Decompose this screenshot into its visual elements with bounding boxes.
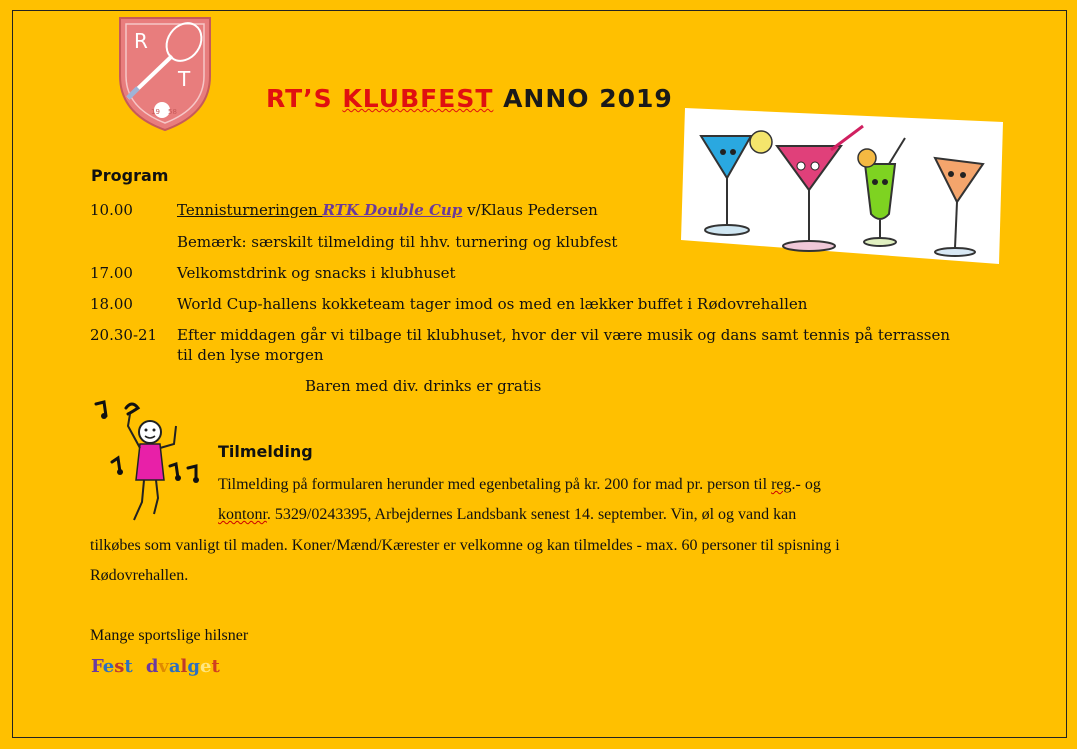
signature-letter: t: [211, 656, 220, 677]
svg-text:58: 58: [168, 108, 177, 116]
program-time-4: 20.30-21: [90, 326, 158, 344]
signature-letter: a: [168, 656, 181, 677]
signature-letter: t: [124, 656, 133, 677]
title-part-2: KLUBFEST: [342, 84, 494, 113]
dancing-figure-illustration: [92, 398, 210, 528]
signature-festudvalget: [91, 656, 220, 677]
program-heading: Program: [91, 166, 169, 185]
program-time-2: 17.00: [90, 264, 133, 282]
signature-letter: g: [187, 656, 200, 677]
signature-letter: u: [132, 656, 146, 677]
page-title: [266, 84, 673, 113]
program-item-2: Velkomstdrink og snacks i klubhuset: [177, 264, 456, 282]
program-item-4-cont: til den lyse morgen: [177, 346, 324, 364]
club-logo: [114, 14, 216, 134]
program-note: Bemærk: særskilt tilmelding til hhv. turnering og klubfest: [177, 233, 618, 251]
logo-letter-t: T: [178, 67, 191, 91]
program-item-1-text: Tennisturneringen: [177, 201, 323, 219]
program-item-4: Efter middagen går vi tilbage til klubhuset, hvor der vil være musik og dans samt tennis på terrassen: [177, 326, 950, 344]
cocktails-illustration: [681, 108, 1003, 264]
title-part-1: RT’S: [266, 84, 343, 113]
signature-letter: e: [102, 656, 115, 677]
signup-heading: Tilmelding: [218, 442, 313, 461]
signature-letter: F: [91, 656, 103, 677]
signature-letter: l: [180, 656, 188, 677]
signup-line-2: kontonr. 5329/0243395, Arbejdernes Landsbank senest 14. september. Vin, øl og vand kan: [218, 506, 797, 523]
program-time-3: 18.00: [90, 295, 133, 313]
program-item-1: [177, 201, 598, 219]
svg-text:19: 19: [151, 108, 160, 116]
program-item-1-host: v/Klaus Pedersen: [462, 201, 598, 219]
signature-letter: s: [114, 656, 125, 677]
title-part-3: ANNO 2019: [493, 84, 673, 113]
program-item-1-event: RTK Double Cup: [322, 201, 463, 219]
logo-letter-r: R: [134, 29, 148, 53]
signature-letter: v: [158, 656, 169, 677]
signup-line-4: Rødovrehallen.: [90, 567, 189, 584]
program-item-3: World Cup-hallens kokketeam tager imod os med en lækker buffet i Rødovrehallen: [177, 295, 808, 313]
program-time-1: 10.00: [90, 201, 133, 219]
bar-note: Baren med div. drinks er gratis: [305, 377, 542, 395]
signup-line-3: tilkøbes som vanligt til maden. Koner/Mænd/Kærester er velkomne og kan tilmeldes - max. 60 personer til spisning i: [90, 537, 840, 554]
signature-letter: d: [145, 656, 159, 677]
greeting: Mange sportslige hilsner: [90, 627, 249, 644]
signature-letter: e: [199, 656, 212, 677]
signup-line-1: Tilmelding på formularen herunder med egenbetaling på kr. 200 for mad pr. person til reg.- og: [218, 476, 821, 493]
